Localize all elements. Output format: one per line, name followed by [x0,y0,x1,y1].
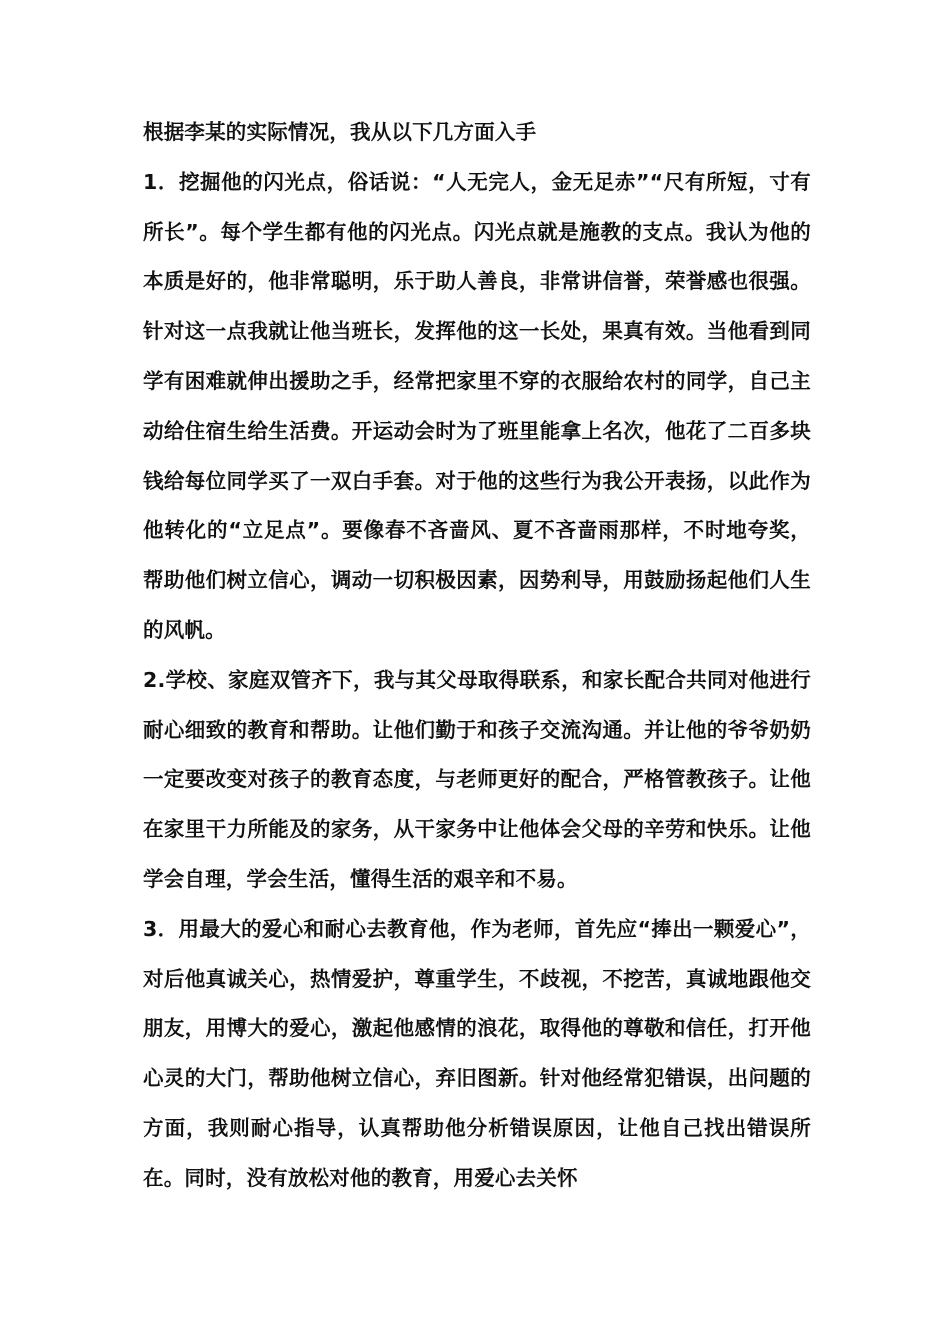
document-body [143,108,811,1204]
paragraph-point-1: 1．挖掘他的闪光点，俗话说：“人无完人，金无足赤”“尺有所短，寸有所长”。每个学生都有他的闪光点。闪光点就是施教的支点。我认为他的本质是好的，他非常聪明，乐于助人善良，非常讲信誉，荣誉感也很强。针对这一点我就让他当班长，发挥他的这一长处，果真有效。当他看到同学有困难就伸出援助之手，经常把家里不穿的衣服给农村的同学，自己主动给住宿生给生活费。开运动会时为了班里能拿上名次，他花了二百多块钱给每位同学买了一双白手套。对于他的这些行为我公开表扬，以此作为他转化的“立足点”。要像春不吝啬风、夏不吝啬雨那样，不时地夸奖，帮助他们树立信心，调动一切积极因素，因势利导，用鼓励扬起他们人生的风帆。 [143,169,811,642]
paragraph-intro: 根据李某的实际情况，我从以下几方面入手 [143,120,537,144]
paragraph-point-2: 2.学校、家庭双管齐下，我与其父母取得联系，和家长配合共同对他进行耐心细致的教育和帮助。让他们勤于和孩子交流沟通。并让他的爷爷奶奶一定要改变对孩子的教育态度，与老师更好的配合，严格管教孩子。让他在家里干力所能及的家务，从干家务中让他体会父母的辛劳和快乐。让他学会自理，学会生活，懂得生活的艰辛和不易。 [143,667,811,891]
paragraph-point-3: 3．用最大的爱心和耐心去教育他，作为老师，首先应“捧出一颗爱心”，对后他真诚关心，热情爱护，尊重学生，不歧视，不挖苦，真诚地跟他交朋友，用博大的爱心，激起他感情的浪花，取得他的尊敬和信任，打开他心灵的大门，帮助他树立信心，弃旧图新。针对他经常犯错误，出问题的方面，我则耐心指导，认真帮助他分析错误原因，让他自己找出错误所在。同时，没有放松对他的教育，用爱心去关怀 [143,916,811,1190]
